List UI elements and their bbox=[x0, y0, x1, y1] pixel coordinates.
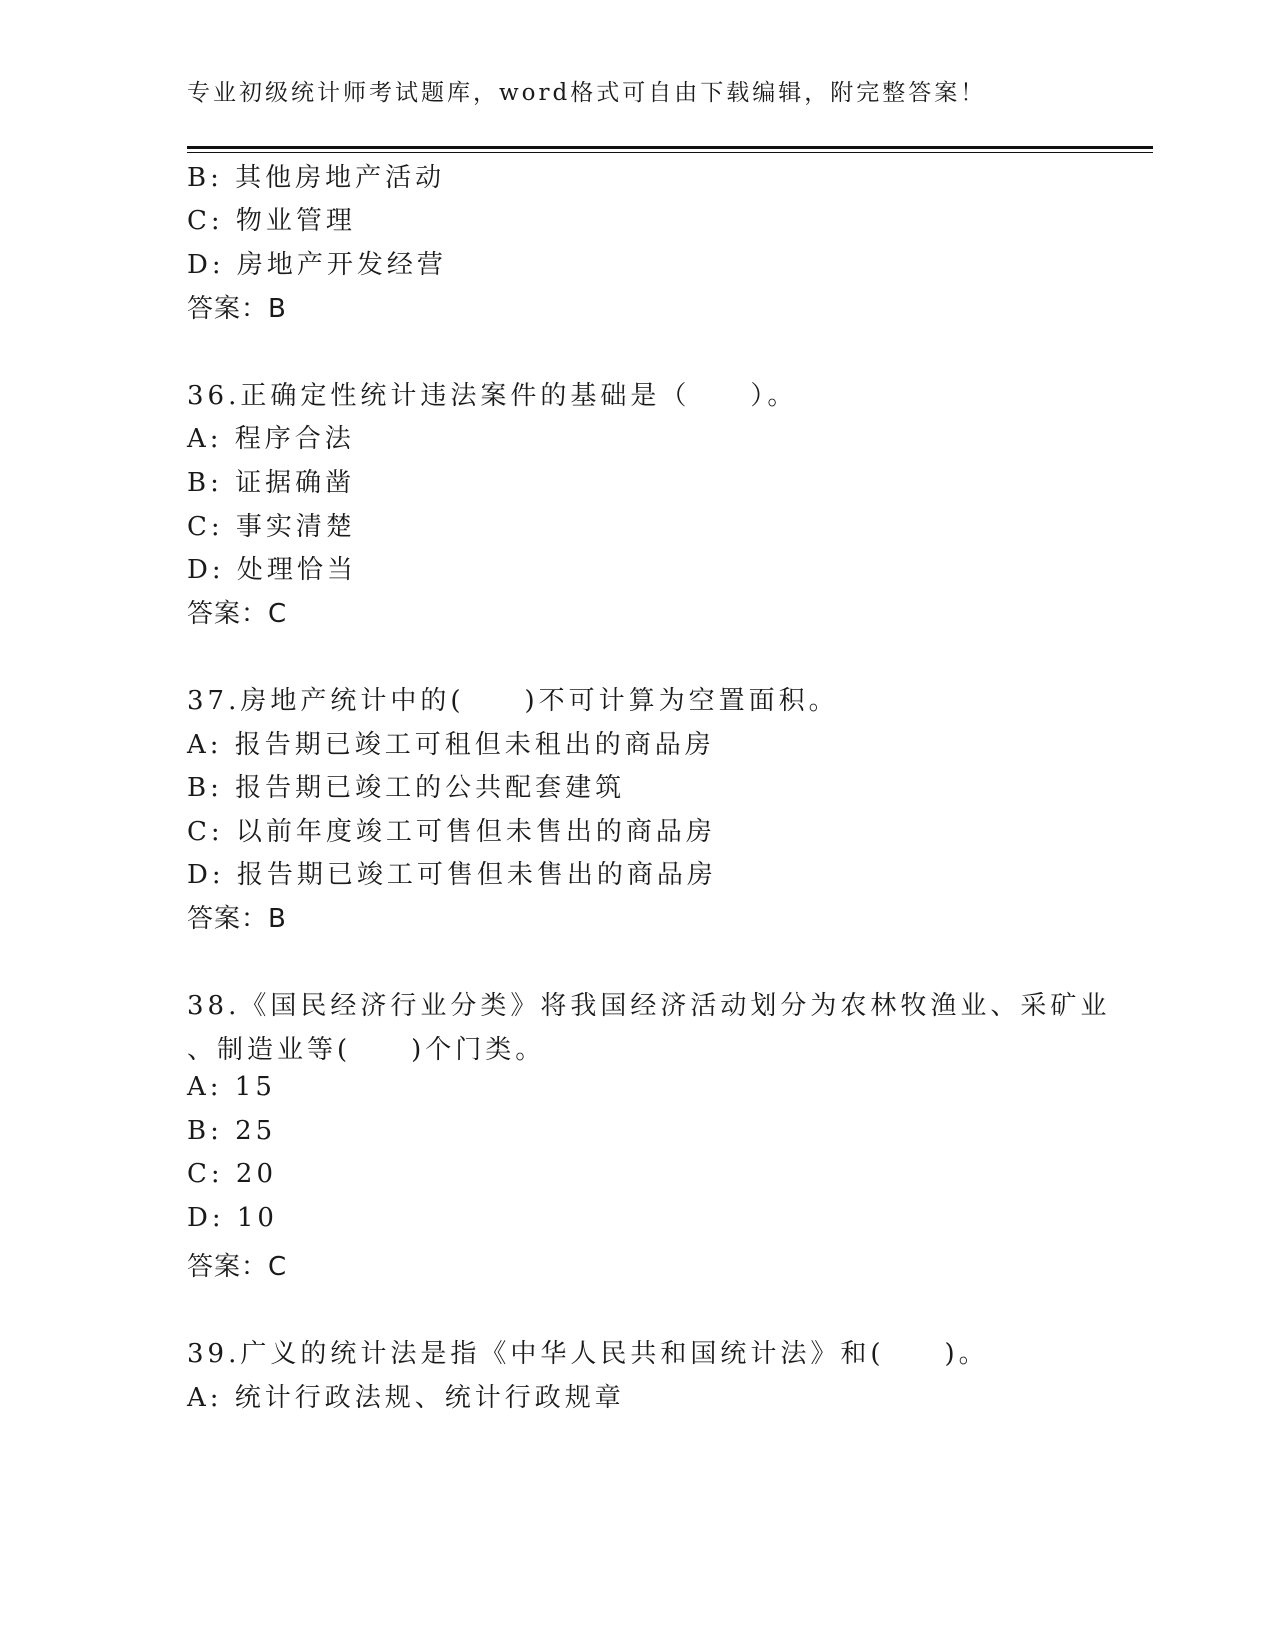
q36-option-b: B: 证据确凿 bbox=[187, 468, 356, 498]
q38-stem-line1: 38.《国民经济行业分类》将我国经济活动划分为农林牧渔业、采矿业 bbox=[187, 991, 1111, 1021]
header-rule-thick bbox=[187, 146, 1153, 149]
header-note: 专业初级统计师考试题库，word格式可自由下载编辑，附完整答案！ bbox=[187, 80, 987, 106]
q37-option-d: D: 报告期已竣工可售但未售出的商品房 bbox=[187, 860, 717, 890]
q38-option-d: D: 10 bbox=[187, 1203, 278, 1233]
q39-stem: 39.广义的统计法是指《中华人民共和国统计法》和( )。 bbox=[187, 1339, 989, 1369]
q37-answer: 答案：B bbox=[187, 904, 287, 934]
q37-stem: 37.房地产统计中的( )不可计算为空置面积。 bbox=[187, 686, 839, 716]
prev-answer: 答案：B bbox=[187, 294, 287, 324]
q38-option-b: B: 25 bbox=[187, 1116, 277, 1146]
q36-stem: 36.正确定性统计违法案件的基础是（ ）。 bbox=[187, 381, 798, 411]
q39-option-a: A: 统计行政法规、统计行政规章 bbox=[187, 1383, 625, 1413]
q36-option-d: D: 处理恰当 bbox=[187, 555, 357, 585]
header-rule-thin bbox=[187, 152, 1153, 153]
q38-option-c: C: 20 bbox=[187, 1159, 278, 1189]
prev-option-c: C: 物业管理 bbox=[187, 206, 356, 236]
q37-option-c: C: 以前年度竣工可售但未售出的商品房 bbox=[187, 817, 716, 847]
prev-option-d: D: 房地产开发经营 bbox=[187, 250, 447, 280]
q36-option-c: C: 事实清楚 bbox=[187, 512, 356, 542]
q37-option-b: B: 报告期已竣工的公共配套建筑 bbox=[187, 773, 626, 803]
q38-option-a: A: 15 bbox=[187, 1072, 276, 1102]
q38-stem-line2: 、制造业等( )个门类。 bbox=[187, 1035, 546, 1065]
q38-answer: 答案：C bbox=[187, 1252, 288, 1282]
q36-answer: 答案：C bbox=[187, 599, 288, 629]
q37-option-a: A: 报告期已竣工可租但未租出的商品房 bbox=[187, 730, 715, 760]
prev-option-b: B: 其他房地产活动 bbox=[187, 163, 446, 193]
q36-option-a: A: 程序合法 bbox=[187, 424, 355, 454]
